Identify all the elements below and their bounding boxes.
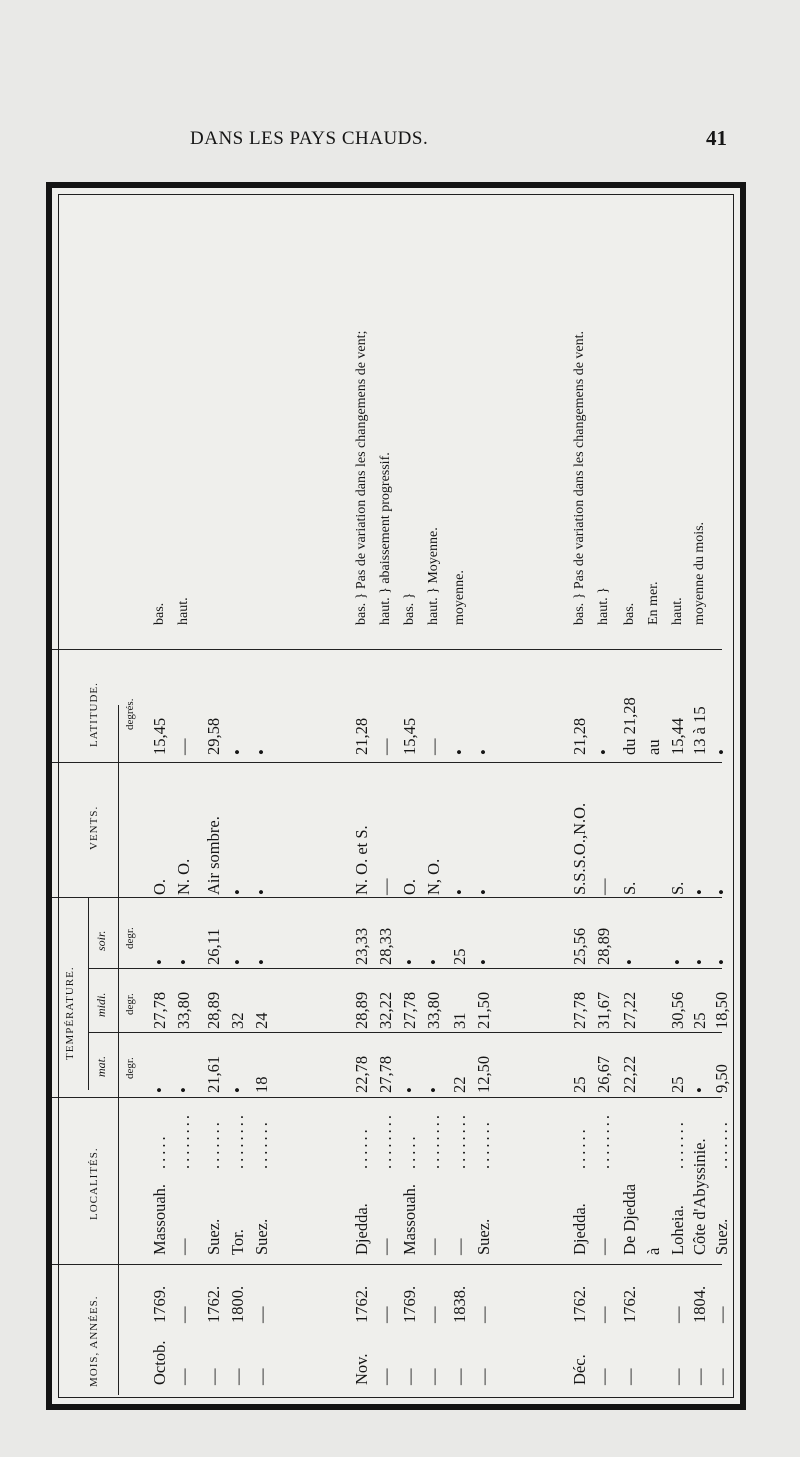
header-winds: VENTS. [88, 805, 100, 850]
cell-ext: bas. } Pas de variation dans les changemens de vent. [572, 330, 587, 625]
cell-month: Octob. [150, 1340, 169, 1385]
cell-dots: ........ [450, 1112, 469, 1169]
table-row [710, 195, 734, 1395]
cell-loc: Suez. [204, 1218, 223, 1255]
cell-lat: • [712, 749, 731, 755]
cell-year: — [668, 1306, 687, 1323]
cell-ext: moyenne. [452, 570, 467, 625]
cell-vent: S. [620, 881, 639, 895]
cell-dots: ..... [400, 1133, 419, 1169]
cell-soir: 25 [450, 948, 469, 965]
header-midi: midi. [94, 992, 108, 1017]
cell-vent: N, O. [424, 858, 443, 895]
cell-soir: 26,11 [204, 928, 223, 965]
cell-loc: à [644, 1247, 663, 1255]
cell-lat: 21,28 [570, 717, 589, 755]
header-latitude: LATITUDE. [88, 682, 100, 747]
subheader-rule [88, 898, 89, 1090]
cell-midi: 33,80 [174, 991, 193, 1029]
cell-soir: 25,56 [570, 927, 589, 965]
cell-month: — [620, 1368, 639, 1385]
cell-loc: Tor. [228, 1229, 247, 1255]
cell-midi: 27,78 [150, 991, 169, 1029]
cell-lat: 15,45 [150, 717, 169, 755]
cell-vent: O. [400, 878, 419, 895]
page-number: 41 [706, 126, 727, 150]
cell-dots: ....... [204, 1119, 223, 1169]
cell-month: — [424, 1368, 443, 1385]
cell-midi: 28,89 [352, 991, 371, 1029]
cell-midi: 31,67 [594, 991, 613, 1029]
cell-mat: 12,50 [474, 1055, 493, 1093]
table-row [250, 195, 274, 1395]
cell-midi: 27,22 [620, 991, 639, 1029]
cell-loc: — [594, 1238, 613, 1255]
cell-vent: O. [150, 878, 169, 895]
cell-mat: 22,78 [352, 1055, 371, 1093]
table-row [642, 195, 666, 1395]
cell-loc: Loheia. [668, 1205, 687, 1255]
cell-lat: — [174, 738, 193, 755]
cell-mat: • [424, 1087, 443, 1093]
cell-month: Déc. [570, 1354, 589, 1385]
cell-month: — [668, 1368, 687, 1385]
cell-loc: Suez. [712, 1218, 731, 1255]
cell-month: — [712, 1368, 731, 1385]
cell-mat: 27,78 [376, 1055, 395, 1093]
cell-mat: • [150, 1087, 169, 1093]
table-row [226, 195, 250, 1395]
table-row [618, 195, 642, 1395]
cell-ext: bas. [152, 602, 167, 625]
cell-month: — [400, 1368, 419, 1385]
cell-dots: ....... [252, 1119, 271, 1169]
unit-soir: degr. [124, 927, 136, 949]
cell-soir: • [150, 959, 169, 965]
cell-midi: 25 [690, 1012, 709, 1029]
cell-mat: • [228, 1087, 247, 1093]
cell-vent: N. O. et S. [352, 825, 371, 895]
cell-soir: • [474, 959, 493, 965]
cell-year: — [424, 1306, 443, 1323]
cell-midi: 21,50 [474, 991, 493, 1029]
table-row [422, 195, 446, 1395]
cell-loc: Djedda. [570, 1203, 589, 1255]
cell-lat: — [424, 738, 443, 755]
cell-loc: Suez. [474, 1218, 493, 1255]
running-header [0, 118, 800, 158]
cell-dots: ....... [668, 1119, 687, 1169]
cell-dots: ........ [594, 1112, 613, 1169]
cell-lat: 15,44 [668, 717, 687, 755]
cell-vent: • [712, 889, 731, 895]
table-row [148, 195, 172, 1395]
table-row [666, 195, 690, 1395]
cell-ext: bas. } Pas de variation dans les changemens de vent; [354, 330, 369, 625]
cell-mat: • [400, 1087, 419, 1093]
table-row [172, 195, 196, 1395]
cell-mat: 9,50 [712, 1064, 731, 1093]
table-row [688, 195, 712, 1395]
cell-ext: haut. [176, 597, 191, 625]
cell-loc: — [376, 1238, 395, 1255]
running-title: DANS LES PAYS CHAUDS. [190, 128, 429, 149]
cell-loc: — [424, 1238, 443, 1255]
cell-year: 1762. [570, 1285, 589, 1323]
cell-year: — [712, 1306, 731, 1323]
cell-lat: • [450, 749, 469, 755]
cell-vent: S.S.S.O.,N.O. [570, 802, 589, 895]
cell-vent: • [252, 889, 271, 895]
cell-midi: 32,22 [376, 991, 395, 1029]
header-period: MOIS, ANNÉES. [88, 1295, 100, 1387]
cell-midi: 30,56 [668, 991, 687, 1029]
cell-loc: Massouah. [400, 1183, 419, 1255]
cell-dots: ........ [174, 1112, 193, 1169]
cell-midi: 24 [252, 1012, 271, 1029]
cell-soir: • [712, 959, 731, 965]
cell-lat: du 21,28 [620, 697, 639, 755]
cell-month: — [174, 1368, 193, 1385]
cell-vent: — [376, 878, 395, 895]
header-locality: LOCALITÉS. [88, 1147, 100, 1220]
cell-soir: • [620, 959, 639, 965]
cell-soir: • [400, 959, 419, 965]
table-row [472, 195, 496, 1395]
cell-dots: ...... [352, 1126, 371, 1169]
cell-loc: Djedda. [352, 1203, 371, 1255]
cell-lat: au [644, 739, 663, 755]
cell-lat: • [228, 749, 247, 755]
header-soir: soir. [94, 930, 108, 951]
cell-year: — [594, 1306, 613, 1323]
cell-mat: 22 [450, 1076, 469, 1093]
cell-mat: • [174, 1087, 193, 1093]
cell-month: — [252, 1368, 271, 1385]
cell-midi: 33,80 [424, 991, 443, 1029]
cell-ext: En mer. [646, 581, 661, 625]
table-row [374, 195, 398, 1395]
cell-loc: De Djedda [620, 1183, 639, 1255]
cell-lat: • [474, 749, 493, 755]
cell-loc: Massouah. [150, 1183, 169, 1255]
cell-mat: 21,61 [204, 1055, 223, 1093]
cell-midi: 27,78 [570, 991, 589, 1029]
cell-soir: • [252, 959, 271, 965]
cell-month: — [474, 1368, 493, 1385]
cell-mat: 18 [252, 1076, 271, 1093]
cell-midi: 31 [450, 1012, 469, 1029]
table-row [398, 195, 422, 1395]
cell-vent: Air sombre. [204, 816, 223, 895]
cell-dots: ..... [150, 1133, 169, 1169]
cell-year: 1769. [400, 1285, 419, 1323]
cell-ext: moyenne du mois. [692, 521, 707, 625]
cell-dots: ....... [474, 1119, 493, 1169]
cell-soir: • [668, 959, 687, 965]
unit-lat: degrés. [124, 698, 136, 730]
cell-loc: Suez. [252, 1218, 271, 1255]
header-temperature: TEMPÉRATURE. [64, 966, 76, 1060]
cell-soir: 28,33 [376, 927, 395, 965]
cell-soir: 23,33 [352, 927, 371, 965]
cell-year: 1800. [228, 1285, 247, 1323]
cell-dots: ....... [712, 1119, 731, 1169]
cell-ext: haut. } Moyenne. [426, 527, 441, 625]
cell-lat: 29,58 [204, 717, 223, 755]
cell-ext: haut. } [596, 587, 611, 625]
cell-loc: — [450, 1238, 469, 1255]
cell-year: 1804. [690, 1285, 709, 1323]
cell-lat: 13 à 15 [690, 706, 709, 755]
table-row [448, 195, 472, 1395]
cell-year: — [474, 1306, 493, 1323]
cell-vent: • [474, 889, 493, 895]
cell-ext: haut. [670, 597, 685, 625]
cell-vent: — [594, 878, 613, 895]
cell-lat: 21,28 [352, 717, 371, 755]
cell-loc: Côte d'Abyssinie. [690, 1138, 709, 1255]
cell-month: Nov. [352, 1353, 371, 1385]
cell-dots: ........ [228, 1112, 247, 1169]
cell-soir: • [690, 959, 709, 965]
cell-year: 1762. [620, 1285, 639, 1323]
cell-soir: • [174, 959, 193, 965]
cell-month: — [450, 1368, 469, 1385]
cell-mat: 22,22 [620, 1055, 639, 1093]
cell-ext: haut. } abaissement progressif. [378, 452, 393, 625]
cell-vent: S. [668, 881, 687, 895]
cell-soir: 28,89 [594, 927, 613, 965]
header-mat: mat. [94, 1056, 108, 1077]
cell-mat: 25 [570, 1076, 589, 1093]
cell-soir: • [228, 959, 247, 965]
cell-dots: ........ [376, 1112, 395, 1169]
cell-vent: • [690, 889, 709, 895]
cell-year: 1769. [150, 1285, 169, 1323]
cell-month: — [594, 1368, 613, 1385]
cell-midi: 18,50 [712, 991, 731, 1029]
cell-lat: 15,45 [400, 717, 419, 755]
unit-midi: degr. [124, 993, 136, 1015]
cell-vent: • [228, 889, 247, 895]
cell-year: — [252, 1306, 271, 1323]
cell-year: — [376, 1306, 395, 1323]
cell-vent: N. O. [174, 858, 193, 895]
cell-lat: • [594, 749, 613, 755]
cell-mat: • [690, 1087, 709, 1093]
cell-year: 1838. [450, 1285, 469, 1323]
cell-ext: bas. } [402, 592, 417, 625]
cell-soir: • [424, 959, 443, 965]
cell-midi: 27,78 [400, 991, 419, 1029]
cell-year: 1762. [352, 1285, 371, 1323]
cell-loc: — [174, 1238, 193, 1255]
table-row [350, 195, 374, 1395]
cell-mat: 26,67 [594, 1055, 613, 1093]
cell-vent: • [450, 889, 469, 895]
table-row [568, 195, 592, 1395]
cell-month: — [228, 1368, 247, 1385]
cell-mat: 25 [668, 1076, 687, 1093]
cell-month: — [204, 1368, 223, 1385]
cell-year: — [174, 1306, 193, 1323]
cell-midi: 28,89 [204, 991, 223, 1029]
table-row [202, 195, 226, 1395]
cell-month: — [690, 1368, 709, 1385]
cell-ext: bas. [622, 602, 637, 625]
rotated-table [52, 195, 731, 1395]
cell-lat: — [376, 738, 395, 755]
cell-lat: • [252, 749, 271, 755]
cell-month: — [376, 1368, 395, 1385]
cell-midi: 32 [228, 1012, 247, 1029]
cell-dots: ...... [570, 1126, 589, 1169]
cell-year: 1762. [204, 1285, 223, 1323]
header-rule [118, 705, 119, 1395]
unit-mat: degr. [124, 1057, 136, 1079]
cell-dots: ........ [424, 1112, 443, 1169]
table-row [592, 195, 616, 1395]
